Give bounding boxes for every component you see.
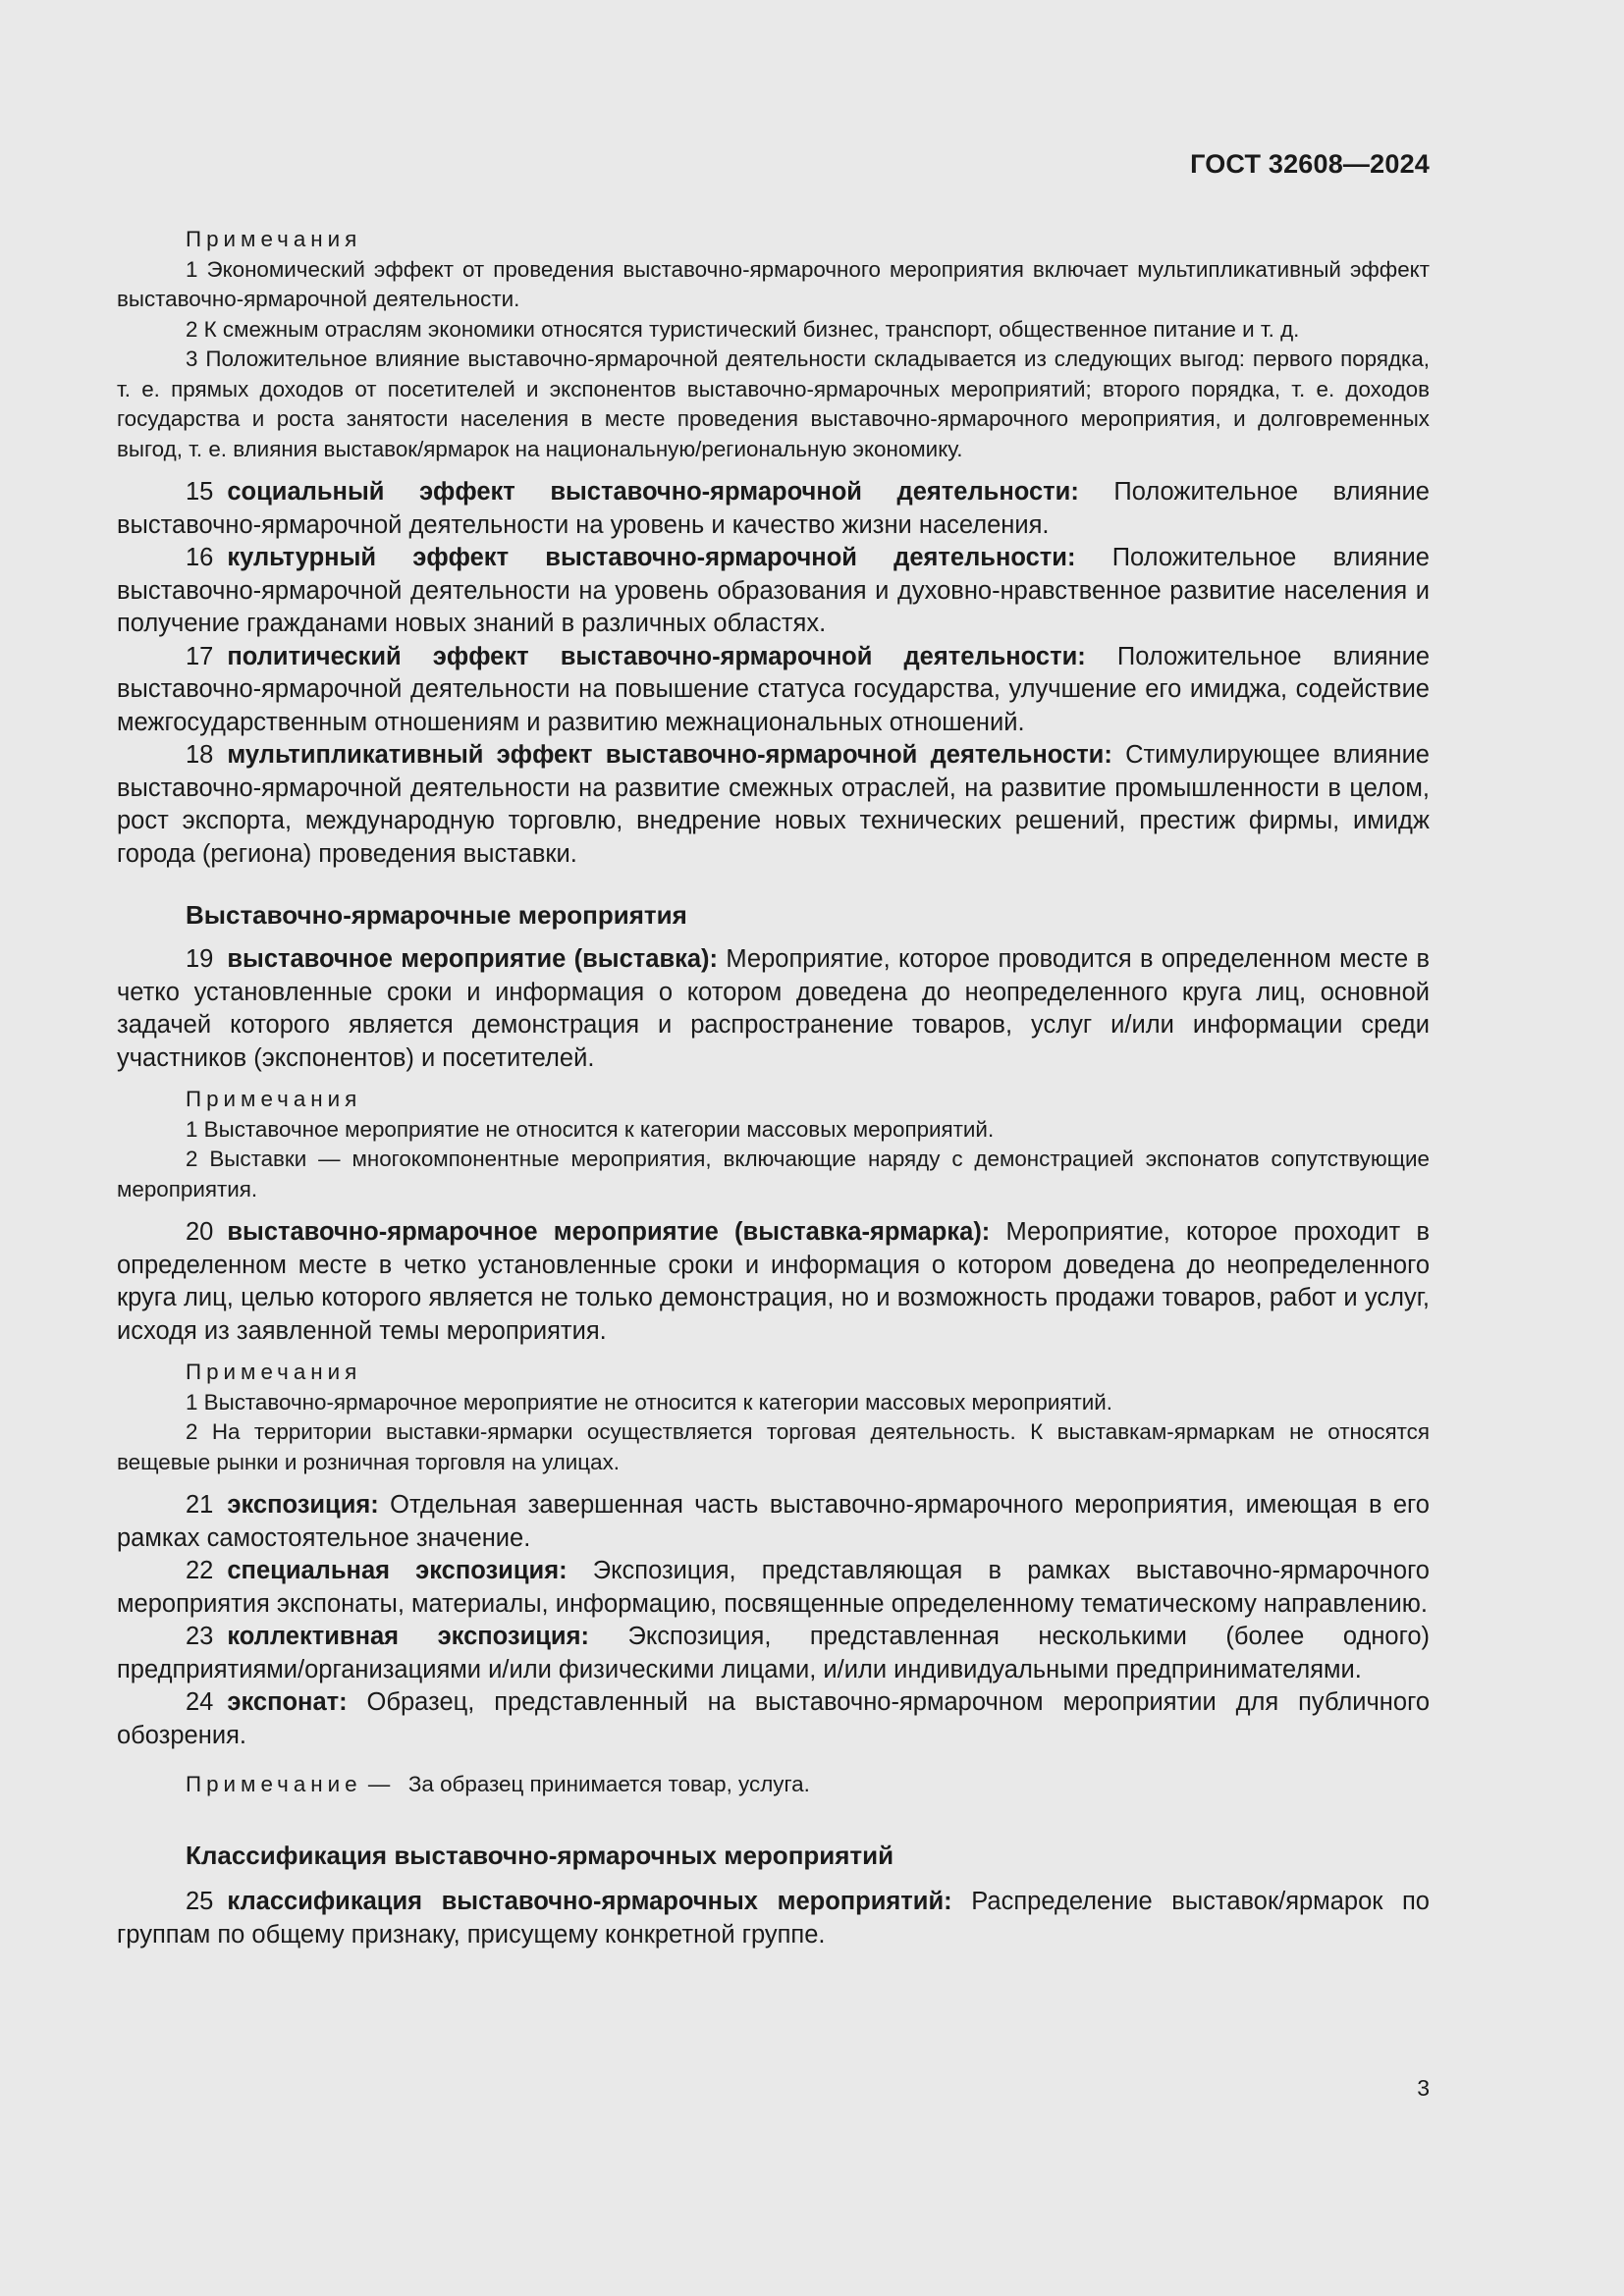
page-number: 3 xyxy=(1417,2075,1430,2101)
note-text: За образец принимается товар, услуга. xyxy=(407,1772,810,1796)
term-entry-16: 16 культурный эффект выставочно-ярмарочной деятельности: Положительное влияние выставочно-ярмарочной деятельности на уровень образования и духовно-нравственное развитие населения и получение гражданами новых знаний в различных областях. xyxy=(117,544,1430,637)
term-name: социальный эффект выставочно-ярмарочной деятельности: xyxy=(227,478,1079,506)
note-item: 3 Положительное влияние выставочно-ярмарочной деятельности складывается из следующих выгод: первого порядка, т. е. прямых доходов от посетителей и экспонентов выставочно-ярмарочных мероприятий; второго порядка, т. е. доходов государства и роста занятости населения в месте проведения выставочно-ярмарочного мероприятия, и долговременных выгод, т. е. влияния выставок/ярмарок на национальную/региональную экономику. xyxy=(117,347,1430,461)
term-definition: Положительное влияние выставочно-ярмарочной деятельности на уровень и качество жизни населения. xyxy=(117,478,1430,539)
term-name: мультипликативный эффект выставочно-ярмарочной деятельности: xyxy=(227,741,1112,769)
term-name: экспонат: xyxy=(227,1688,348,1716)
section-heading: Классификация выставочно-ярмарочных мероприятий xyxy=(186,1841,894,1870)
term-entry-22: 22 специальная экспозиция: Экспозиция, представляющая в рамках выставочно-ярмарочного мероприятия экспонаты, материалы, информацию, посвященные определенному тематическому направлению. xyxy=(117,1557,1430,1618)
note-item: 1 Экономический эффект от проведения выставочно-ярмарочного мероприятия включает мультипликативный эффект выставочно-ярмарочной деятельности. xyxy=(117,256,1430,311)
standard-code: ГОСТ 32608—2024 xyxy=(1190,149,1430,179)
term-name: выставочное мероприятие (выставка): xyxy=(227,945,719,973)
term-entry-18: 18 мультипликативный эффект выставочно-ярмарочной деятельности: Стимулирующее влияние выставочно-ярмарочной деятельности на развитие смежных отраслей, на развитие промышленности в целом, рост экспорта, международную торговлю, внедрение новых технических решений, престиж фирмы, имидж города (региона) проведения выставки. xyxy=(117,741,1430,868)
notes-heading: Примечания xyxy=(186,1087,362,1111)
term-definition: Стимулирующее влияние выставочно-ярмарочной деятельности на развитие смежных отраслей, на развитие промышленности в целом, рост экспорта, международную торговлю, внедрение новых технических решений, престиж фирмы, имидж города (региона) проведения выставки. xyxy=(117,741,1430,868)
term-name: выставочно-ярмарочное мероприятие (выставка-ярмарка): xyxy=(227,1218,991,1246)
page-content xyxy=(117,225,1430,1951)
term-entry-19: 19 выставочное мероприятие (выставка): Мероприятие, которое проводится в определенном месте в четко установленные сроки и информация о котором доведена до неопределенного круга лиц, основной задачей которого является демонстрация и распространение товаров, услуг и/или информации среди участников (экспонентов) и посетителей. xyxy=(117,945,1430,1072)
term-definition: Образец, представленный на выставочно-ярмарочном мероприятии для публичного обозрения. xyxy=(117,1688,1430,1749)
term-definition: Положительное влияние выставочно-ярмарочной деятельности на уровень образования и духовно-нравственное развитие населения и получение гражданами новых знаний в различных областях. xyxy=(117,544,1430,637)
note-dash: — xyxy=(367,1772,391,1796)
term-definition: Отдельная завершенная часть выставочно-ярмарочного мероприятия, имеющая в его рамках самостоятельное значение. xyxy=(117,1491,1430,1552)
section-heading: Выставочно-ярмарочные мероприятия xyxy=(186,900,687,930)
notes-block-1 xyxy=(117,225,1430,464)
term-name: культурный эффект выставочно-ярмарочной деятельности: xyxy=(227,544,1076,571)
term-name: специальная экспозиция: xyxy=(227,1557,568,1584)
term-definition: Экспозиция, представленная несколькими (более одного) предприятиями/организациями и/или физическими лицами, и/или индивидуальными предпринимателями. xyxy=(117,1623,1431,1683)
term-entry-21: 21 экспозиция: Отдельная завершенная часть выставочно-ярмарочного мероприятия, имеющая в его рамках самостоятельное значение. xyxy=(117,1491,1430,1552)
notes-block-3 xyxy=(117,1358,1430,1477)
note-item: 2 К смежным отраслям экономики относятся туристический бизнес, транспорт, общественное питание и т. д. xyxy=(186,316,1300,342)
term-definition: Положительное влияние выставочно-ярмарочной деятельности на повышение статуса государства, улучшение его имиджа, содействие межгосударственным отношениям и развитию межнациональных отношений. xyxy=(117,642,1431,736)
term-name: классификация выставочно-ярмарочных мероприятий: xyxy=(227,1888,952,1915)
note-label: Примечание xyxy=(186,1772,362,1796)
note-single xyxy=(186,1770,1430,1799)
term-entry-17: 17 политический эффект выставочно-ярмарочной деятельности: Положительное влияние выставочно-ярмарочной деятельности на повышение статуса государства, улучшение его имиджа, содействие межгосударственным отношениям и развитию межнациональных отношений. xyxy=(117,642,1431,736)
term-entry-23: 23 коллективная экспозиция: Экспозиция, представленная несколькими (более одного) предприятиями/организациями и/или физическими лицами, и/или индивидуальными предпринимателями. xyxy=(117,1623,1431,1683)
term-definition: Распределение выставок/ярмарок по группам по общему признаку, присущему конкретной группе. xyxy=(117,1888,1430,1949)
note-item: 1 Выставочно-ярмарочное мероприятие не относится к категории массовых мероприятий. xyxy=(186,1389,1112,1415)
term-definition: Мероприятие, которое проводится в определенном месте в четко установленные сроки и информация о котором доведена до неопределенного круга лиц, основной задачей которого является демонстрация и распространение товаров, услуг и/или информации среди участников (экспонентов) и посетителей. xyxy=(117,945,1430,1072)
note-item: 1 Выставочное мероприятие не относится к категории массовых мероприятий. xyxy=(186,1116,995,1142)
notes-block-2 xyxy=(117,1085,1430,1204)
term-entry-24: 24 экспонат: Образец, представленный на выставочно-ярмарочном мероприятии для публичного обозрения. xyxy=(117,1688,1430,1749)
term-name: политический эффект выставочно-ярмарочной деятельности: xyxy=(227,642,1086,670)
term-entry-20: 20 выставочно-ярмарочное мероприятие (выставка-ярмарка): Мероприятие, которое проходит в определенном месте в четко установленные сроки и информация о котором доведена до неопределенного круга лиц, целью которого является не только демонстрация, но и возможность продажи товаров, работ и услуг, исходя из заявленной темы мероприятия. xyxy=(117,1218,1430,1345)
term-name: коллективная экспозиция: xyxy=(227,1623,589,1650)
term-definition: Экспозиция, представляющая в рамках выставочно-ярмарочного мероприятия экспонаты, материалы, информацию, посвященные определенному тематическому направлению. xyxy=(117,1557,1430,1618)
term-entry-15: 15 социальный эффект выставочно-ярмарочной деятельности: Положительное влияние выставочно-ярмарочной деятельности на уровень и качество жизни населения. xyxy=(117,478,1430,539)
note-item: 2 На территории выставки-ярмарки осуществляется торговая деятельность. К выставкам-ярмаркам не относятся вещевые рынки и розничная торговля на улицах. xyxy=(117,1419,1430,1474)
term-name: экспозиция: xyxy=(227,1491,379,1519)
notes-heading: Примечания xyxy=(186,227,362,251)
term-definition: Мероприятие, которое проходит в определенном месте в четко установленные сроки и информация о котором доведена до неопределенного круга лиц, целью которого является не только демонстрация, но и возможность продажи товаров, работ и услуг, исходя из заявленной темы мероприятия. xyxy=(117,1218,1430,1345)
note-item: 2 Выставки — многокомпонентные мероприятия, включающие наряду с демонстрацией экспонатов сопутствующие мероприятия. xyxy=(117,1147,1430,1201)
notes-heading: Примечания xyxy=(186,1360,362,1384)
term-entry-25: 25 классификация выставочно-ярмарочных мероприятий: Распределение выставок/ярмарок по группам по общему признаку, присущему конкретной группе. xyxy=(117,1888,1430,1949)
